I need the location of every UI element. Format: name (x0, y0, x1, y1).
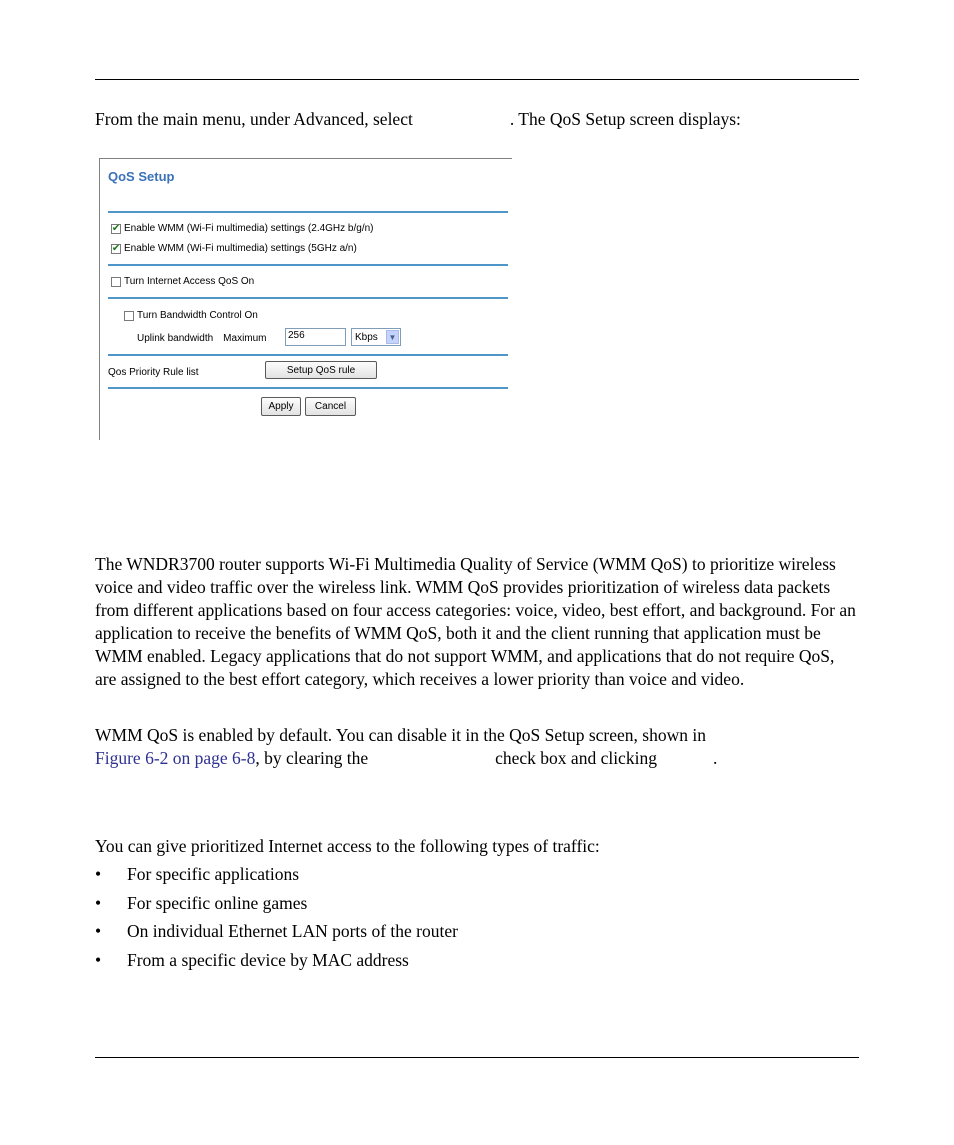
uplink-unit-select[interactable] (351, 328, 401, 346)
wmm-24ghz-label: Enable WMM (Wi-Fi multimedia) settings (2.4GHz b/g/n) (124, 223, 374, 234)
priority-rule-label: Qos Priority Rule list (108, 367, 199, 378)
list-item (95, 892, 865, 921)
bullet-icon: • (95, 892, 102, 913)
bullet-icon: • (95, 921, 102, 941)
qos-setup-screenshot (99, 158, 512, 440)
screenshot-frame-top (99, 158, 512, 159)
screenshot-frame-left (99, 158, 100, 440)
internet-qos-checkbox[interactable] (111, 277, 121, 287)
list-item (95, 920, 865, 949)
wmm-default-line1: WMM QoS is enabled by default. You can disable it in the QoS Setup screen, shown in (95, 725, 706, 745)
wmm-default-mid2: check box and clicking (495, 748, 657, 768)
wmm-default-paragraph (95, 724, 857, 770)
chevron-down-icon[interactable]: ▼ (386, 330, 399, 344)
bandwidth-control-label: Turn Bandwidth Control On (137, 310, 258, 321)
traffic-intro-text: You can give prioritized Internet access to the following types of traffic: (95, 836, 600, 856)
list-item-text: For specific applications (127, 864, 300, 884)
cancel-button[interactable]: Cancel (305, 397, 356, 416)
apply-button[interactable]: Apply (261, 397, 301, 416)
traffic-type-list (95, 863, 865, 977)
uplink-bandwidth-input[interactable]: 256 (285, 328, 346, 346)
bullet-icon: • (95, 949, 102, 970)
uplink-row (137, 333, 267, 344)
wmm-default-end: . (712, 748, 718, 768)
priority-rule-row (108, 367, 199, 378)
wmm-default-mid: , by clearing the (255, 748, 369, 768)
wmm-24ghz-row (111, 223, 374, 234)
wmm-5ghz-row (111, 243, 357, 254)
bandwidth-control-checkbox[interactable] (124, 311, 134, 321)
traffic-intro-paragraph (95, 835, 865, 858)
list-item-text: On individual Ethernet LAN ports of the router (127, 921, 458, 941)
intro-text-after: . The QoS Setup screen displays: (509, 109, 741, 129)
list-item (95, 863, 865, 892)
wmm-paragraph (95, 553, 857, 691)
separator (108, 354, 508, 356)
intro-text-before: From the main menu, under Advanced, select (95, 109, 413, 129)
header-rule (95, 79, 859, 80)
separator (108, 387, 508, 389)
internet-qos-row (111, 276, 254, 287)
wmm-5ghz-checkbox[interactable]: ✔ (111, 242, 121, 254)
separator (108, 211, 508, 213)
internet-qos-label: Turn Internet Access QoS On (124, 276, 255, 287)
footer-rule (95, 1057, 859, 1058)
separator (108, 264, 508, 266)
bullet-icon: • (95, 864, 102, 884)
list-item-text: From a specific device by MAC address (127, 949, 409, 970)
list-item (95, 949, 865, 978)
bandwidth-control-row (124, 310, 258, 321)
qos-setup-title: QoS Setup (108, 169, 175, 184)
uplink-maximum-label: Maximum (223, 333, 267, 344)
wmm-5ghz-label: Enable WMM (Wi-Fi multimedia) settings (5GHz a/n) (124, 243, 357, 254)
intro-paragraph (95, 108, 865, 131)
figure-link[interactable]: Figure 6-2 on page 6-8 (95, 748, 256, 768)
separator (108, 297, 508, 299)
uplink-bandwidth-label: Uplink bandwidth (137, 333, 214, 344)
wmm-paragraph-text: The WNDR3700 router supports Wi-Fi Multimedia Quality of Service (WMM QoS) to prioritize wireless voice and video traffic over the wireless link. WMM QoS provides prioritization of wireless data packets from different applications based on four access categories: voice, video, best effort, and background. For an application to receive the benefits of WMM QoS, both it and the client running that application must be WMM enabled. Legacy applications that do not support WMM, and applications that do not require QoS, are assigned to the best effort category, which receives a lower priority than voice and video. (95, 554, 856, 689)
wmm-24ghz-checkbox[interactable]: ✔ (111, 222, 121, 234)
setup-qos-rule-button[interactable]: Setup QoS rule (265, 361, 377, 379)
uplink-unit-value: Kbps (355, 331, 378, 343)
list-item-text: For specific online games (127, 892, 308, 913)
